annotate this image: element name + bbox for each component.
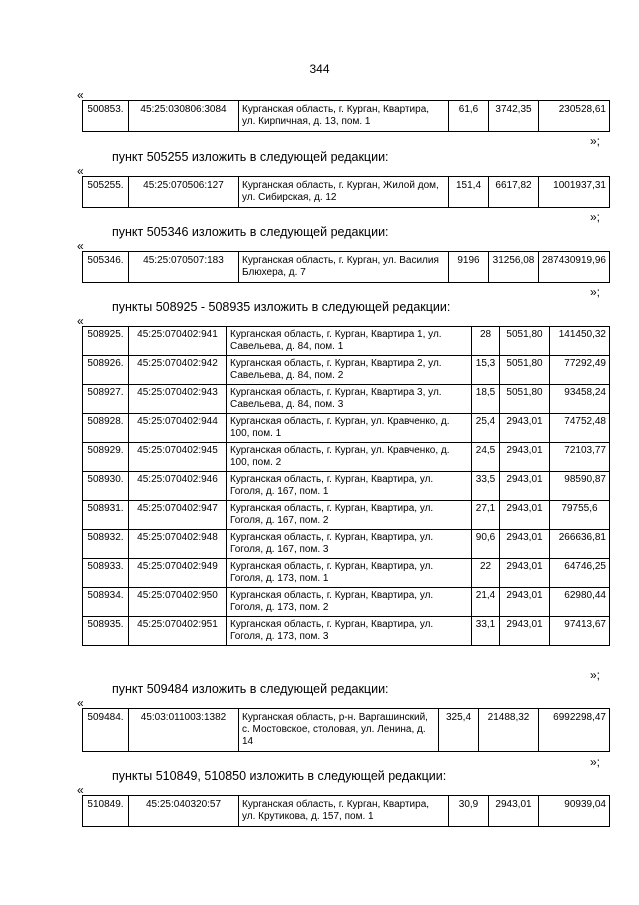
cell-address: Курганская область, г. Курган, Квартира, ул. Кирпичная, д. 13, пом. 1 bbox=[239, 101, 449, 132]
cell-number: 508932. bbox=[83, 530, 129, 559]
cell-cadastral: 45:25:070402:949 bbox=[129, 559, 227, 588]
page-number: 344 bbox=[309, 62, 330, 76]
cell-area: 21,4 bbox=[472, 588, 500, 617]
cell-address: Курганская область, г. Курган, ул. Кравченко, д. 100, пом. 2 bbox=[227, 443, 472, 472]
cell-number: 508933. bbox=[83, 559, 129, 588]
table-row bbox=[83, 443, 610, 472]
table-row bbox=[83, 252, 610, 283]
cell-address: Курганская область, г. Курган, Квартира, ул. Крутикова, д. 157, пом. 1 bbox=[239, 796, 449, 827]
cell-address: Курганская область, г. Курган, Квартира 1, ул. Савельева, д. 84, пом. 1 bbox=[227, 327, 472, 356]
cell-value: 287430919,96 bbox=[539, 252, 610, 283]
cell-address: Курганская область, г. Курган, Квартира 3, ул. Савельева, д. 84, пом. 3 bbox=[227, 385, 472, 414]
cell-rate: 2943,01 bbox=[500, 443, 550, 472]
table-row bbox=[83, 588, 610, 617]
cell-address: Курганская область, г. Курган, Квартира, ул. Гоголя, д. 167, пом. 1 bbox=[227, 472, 472, 501]
table-row bbox=[83, 356, 610, 385]
cell-cadastral: 45:25:070402:941 bbox=[129, 327, 227, 356]
cell-number: 508929. bbox=[83, 443, 129, 472]
cell-number: 508927. bbox=[83, 385, 129, 414]
cell-value: 77292,49 bbox=[550, 356, 610, 385]
cell-area: 15,3 bbox=[472, 356, 500, 385]
cell-number: 505346. bbox=[83, 252, 129, 283]
cell-area: 25,4 bbox=[472, 414, 500, 443]
cell-address: Курганская область, г. Курган, ул. Василия Блюхера, д. 7 bbox=[239, 252, 449, 283]
cell-address: Курганская область, г. Курган, Квартира 2, ул. Савельева, д. 84, пом. 2 bbox=[227, 356, 472, 385]
cell-value: 266636,81 bbox=[550, 530, 610, 559]
cell-address: Курганская область, г. Курган, Квартира, ул. Гоголя, д. 167, пом. 2 bbox=[227, 501, 472, 530]
cell-value: 64746,25 bbox=[550, 559, 610, 588]
cell-cadastral: 45:03:011003:1382 bbox=[129, 709, 239, 752]
cell-rate: 2943,01 bbox=[500, 559, 550, 588]
cell-area: 18,5 bbox=[472, 385, 500, 414]
cell-rate: 21488,32 bbox=[479, 709, 539, 752]
cell-address: Курганская область, р-н. Варгашинский, с. Мостовское, столовая, ул. Ленина, д. 14 bbox=[239, 709, 439, 752]
cell-area: 33,1 bbox=[472, 617, 500, 646]
table-row bbox=[83, 327, 610, 356]
cell-rate: 2943,01 bbox=[489, 796, 539, 827]
table-block-4 bbox=[82, 708, 610, 752]
cell-value: 90939,04 bbox=[539, 796, 610, 827]
table-row bbox=[83, 796, 610, 827]
cell-address: Курганская область, г. Курган, ул. Кравченко, д. 100, пом. 1 bbox=[227, 414, 472, 443]
cell-rate: 3742,35 bbox=[489, 101, 539, 132]
table-block-5 bbox=[82, 795, 610, 827]
open-quote: « bbox=[77, 164, 84, 178]
table-row bbox=[83, 414, 610, 443]
cell-value: 230528,61 bbox=[539, 101, 610, 132]
cell-rate: 5051,80 bbox=[500, 385, 550, 414]
cell-rate: 31256,08 bbox=[489, 252, 539, 283]
cell-cadastral: 45:25:070402:944 bbox=[129, 414, 227, 443]
cell-value: 62980,44 bbox=[550, 588, 610, 617]
cell-area: 9196 bbox=[449, 252, 489, 283]
open-quote: « bbox=[77, 696, 84, 710]
cell-value: 6992298,47 bbox=[539, 709, 610, 752]
table-row bbox=[83, 101, 610, 132]
cell-address: Курганская область, г. Курган, Квартира, ул. Гоголя, д. 173, пом. 1 bbox=[227, 559, 472, 588]
cell-value: 97413,67 bbox=[550, 617, 610, 646]
cell-cadastral: 45:25:070402:945 bbox=[129, 443, 227, 472]
cell-rate: 2943,01 bbox=[500, 501, 550, 530]
cell-cadastral: 45:25:040320:57 bbox=[129, 796, 239, 827]
paragraph-heading: пункты 508925 - 508935 изложить в следующей редакции: bbox=[112, 300, 451, 314]
table-block-0 bbox=[82, 100, 610, 132]
open-quote: « bbox=[77, 783, 84, 797]
cell-rate: 2943,01 bbox=[500, 472, 550, 501]
cell-address: Курганская область, г. Курган, Квартира, ул. Гоголя, д. 173, пом. 3 bbox=[227, 617, 472, 646]
table-row bbox=[83, 385, 610, 414]
cell-value: 141450,32 bbox=[550, 327, 610, 356]
paragraph-heading: пункты 510849, 510850 изложить в следующей редакции: bbox=[112, 769, 447, 783]
cell-number: 508930. bbox=[83, 472, 129, 501]
table-block-2 bbox=[82, 251, 610, 283]
cell-cadastral: 45:25:070402:942 bbox=[129, 356, 227, 385]
cell-cadastral: 45:25:030806:3084 bbox=[129, 101, 239, 132]
cell-rate: 2943,01 bbox=[500, 414, 550, 443]
cell-area: 22 bbox=[472, 559, 500, 588]
cell-value: 72103,77 bbox=[550, 443, 610, 472]
cell-address: Курганская область, г. Курган, Жилой дом, ул. Сибирская, д. 12 bbox=[239, 177, 449, 208]
cell-area: 61,6 bbox=[449, 101, 489, 132]
table-row bbox=[83, 177, 610, 208]
cell-value: 79755,6 bbox=[550, 501, 610, 530]
cell-number: 510849. bbox=[83, 796, 129, 827]
close-quote: »; bbox=[590, 134, 601, 148]
cell-value: 98590,87 bbox=[550, 472, 610, 501]
cell-number: 508928. bbox=[83, 414, 129, 443]
cell-cadastral: 45:25:070402:943 bbox=[129, 385, 227, 414]
cell-cadastral: 45:25:070507:183 bbox=[129, 252, 239, 283]
cell-address: Курганская область, г. Курган, Квартира, ул. Гоголя, д. 173, пом. 2 bbox=[227, 588, 472, 617]
open-quote: « bbox=[77, 239, 84, 253]
paragraph-heading: пункт 505255 изложить в следующей редакции: bbox=[112, 150, 389, 164]
cell-cadastral: 45:25:070402:951 bbox=[129, 617, 227, 646]
cell-number: 508926. bbox=[83, 356, 129, 385]
cell-cadastral: 45:25:070402:948 bbox=[129, 530, 227, 559]
table-row bbox=[83, 501, 610, 530]
cell-area: 24,5 bbox=[472, 443, 500, 472]
cell-area: 33,5 bbox=[472, 472, 500, 501]
cell-number: 508935. bbox=[83, 617, 129, 646]
cell-rate: 6617,82 bbox=[489, 177, 539, 208]
cell-cadastral: 45:25:070402:947 bbox=[129, 501, 227, 530]
table-row bbox=[83, 472, 610, 501]
paragraph-heading: пункт 505346 изложить в следующей редакции: bbox=[112, 225, 389, 239]
cell-number: 508925. bbox=[83, 327, 129, 356]
cell-cadastral: 45:25:070506:127 bbox=[129, 177, 239, 208]
cell-value: 1001937,31 bbox=[539, 177, 610, 208]
close-quote: »; bbox=[590, 210, 601, 224]
table-row bbox=[83, 559, 610, 588]
table-block-3 bbox=[82, 326, 610, 646]
cell-area: 90,6 bbox=[472, 530, 500, 559]
cell-rate: 5051,80 bbox=[500, 356, 550, 385]
close-quote: »; bbox=[590, 285, 601, 299]
paragraph-heading: пункт 509484 изложить в следующей редакции: bbox=[112, 682, 389, 696]
cell-area: 28 bbox=[472, 327, 500, 356]
cell-area: 151,4 bbox=[449, 177, 489, 208]
cell-cadastral: 45:25:070402:946 bbox=[129, 472, 227, 501]
open-quote: « bbox=[77, 88, 84, 102]
table-row bbox=[83, 530, 610, 559]
table-block-1 bbox=[82, 176, 610, 208]
open-quote: « bbox=[77, 314, 84, 328]
cell-address: Курганская область, г. Курган, Квартира, ул. Гоголя, д. 167, пом. 3 bbox=[227, 530, 472, 559]
cell-number: 509484. bbox=[83, 709, 129, 752]
cell-rate: 2943,01 bbox=[500, 530, 550, 559]
cell-value: 93458,24 bbox=[550, 385, 610, 414]
table-row bbox=[83, 709, 610, 752]
cell-number: 500853. bbox=[83, 101, 129, 132]
cell-area: 325,4 bbox=[439, 709, 479, 752]
close-quote: »; bbox=[590, 755, 601, 769]
cell-rate: 2943,01 bbox=[500, 617, 550, 646]
cell-cadastral: 45:25:070402:950 bbox=[129, 588, 227, 617]
cell-rate: 2943,01 bbox=[500, 588, 550, 617]
cell-rate: 5051,80 bbox=[500, 327, 550, 356]
cell-number: 505255. bbox=[83, 177, 129, 208]
cell-value: 74752,48 bbox=[550, 414, 610, 443]
cell-number: 508934. bbox=[83, 588, 129, 617]
table-row bbox=[83, 617, 610, 646]
cell-area: 30,9 bbox=[449, 796, 489, 827]
close-quote: »; bbox=[590, 668, 601, 682]
cell-area: 27,1 bbox=[472, 501, 500, 530]
cell-number: 508931. bbox=[83, 501, 129, 530]
